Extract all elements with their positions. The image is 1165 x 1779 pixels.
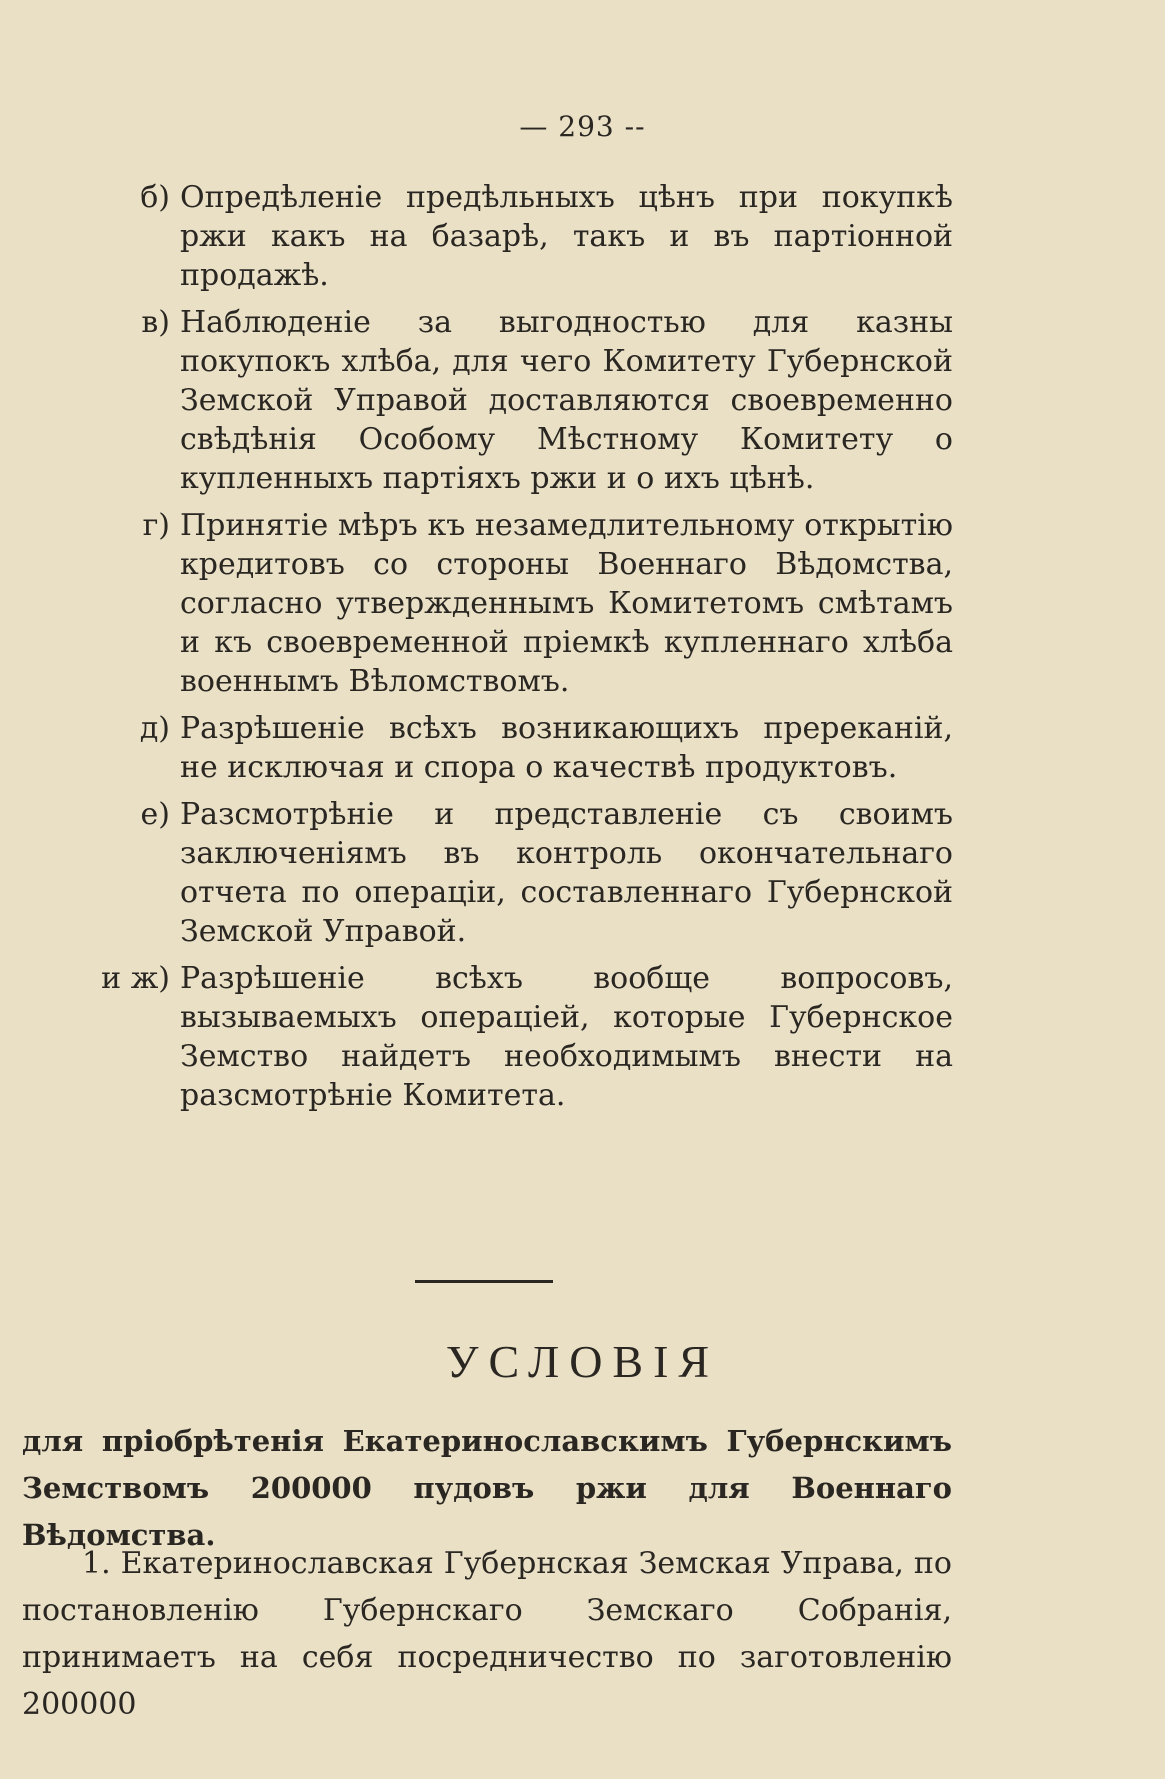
section-subtitle: для пріобрѣтенія Екатеринославскимъ Губернскимъ Земствомъ 200000 пудовъ ржи для Военнаго Вѣдомства. [22, 1424, 952, 1552]
item-text: Опредѣленіе предѣльныхъ цѣнъ при покупкѣ ржи какъ на базарѣ, такъ и въ партіонной продажѣ. [180, 180, 953, 293]
item-marker: г) [142, 508, 170, 543]
item-marker: и ж) [101, 961, 170, 996]
item-text: Разрѣшеніе всѣхъ возникающихъ пререканій, не исключая и спора о качествѣ продуктовъ. [180, 711, 953, 785]
item-text: Наблюденіе за выгодностью для казны покупокъ хлѣба, для чего Комитету Губернской Земской Управой доставляются своевременно свѣдѣнія Особому Мѣстному Комитету о купленныхъ партіяхъ ржи и о ихъ цѣнѣ. [180, 305, 953, 496]
paragraph-text: 1. Екатеринославская Губернская Земская Управа, по постановленію Губернскаго Земскаго Собранія, принимаетъ на себя посредничество по заготовленію 200000 [22, 1546, 952, 1722]
item-text: Разсмотрѣніе и представленіе съ своимъ заключеніямъ въ контроль окончательнаго отчета по операціи, составленнаго Губернской Земской Управой. [180, 797, 953, 949]
page-number: — 293 -- [519, 110, 646, 143]
list-item [0, 506, 1165, 701]
item-marker: д) [139, 711, 170, 746]
list-item [0, 178, 1165, 295]
list-item [0, 303, 1165, 498]
section-heading: УСЛОВІЯ [445, 1336, 720, 1387]
item-marker: б) [140, 180, 170, 215]
item-marker: в) [141, 305, 170, 340]
items-list [0, 178, 1165, 1123]
section-divider [415, 1280, 553, 1283]
list-item [0, 795, 1165, 951]
list-item [0, 709, 1165, 787]
body-paragraph [22, 1540, 952, 1728]
item-text: Разрѣшеніе всѣхъ вообще вопросовъ, вызываемыхъ операціей, которые Губернское Земство найдетъ необходимымъ внести на разсмотрѣніе Комитета. [180, 961, 953, 1113]
item-marker: е) [140, 797, 170, 832]
item-text: Принятіе мѣръ къ незамедлительному открытію кредитовъ со стороны Военнаго Вѣдомства, согласно утвержденнымъ Комитетомъ смѣтамъ и къ своевременной пріемкѣ купленнаго хлѣба военнымъ Вѣломствомъ. [180, 508, 953, 699]
list-item [0, 959, 1165, 1115]
